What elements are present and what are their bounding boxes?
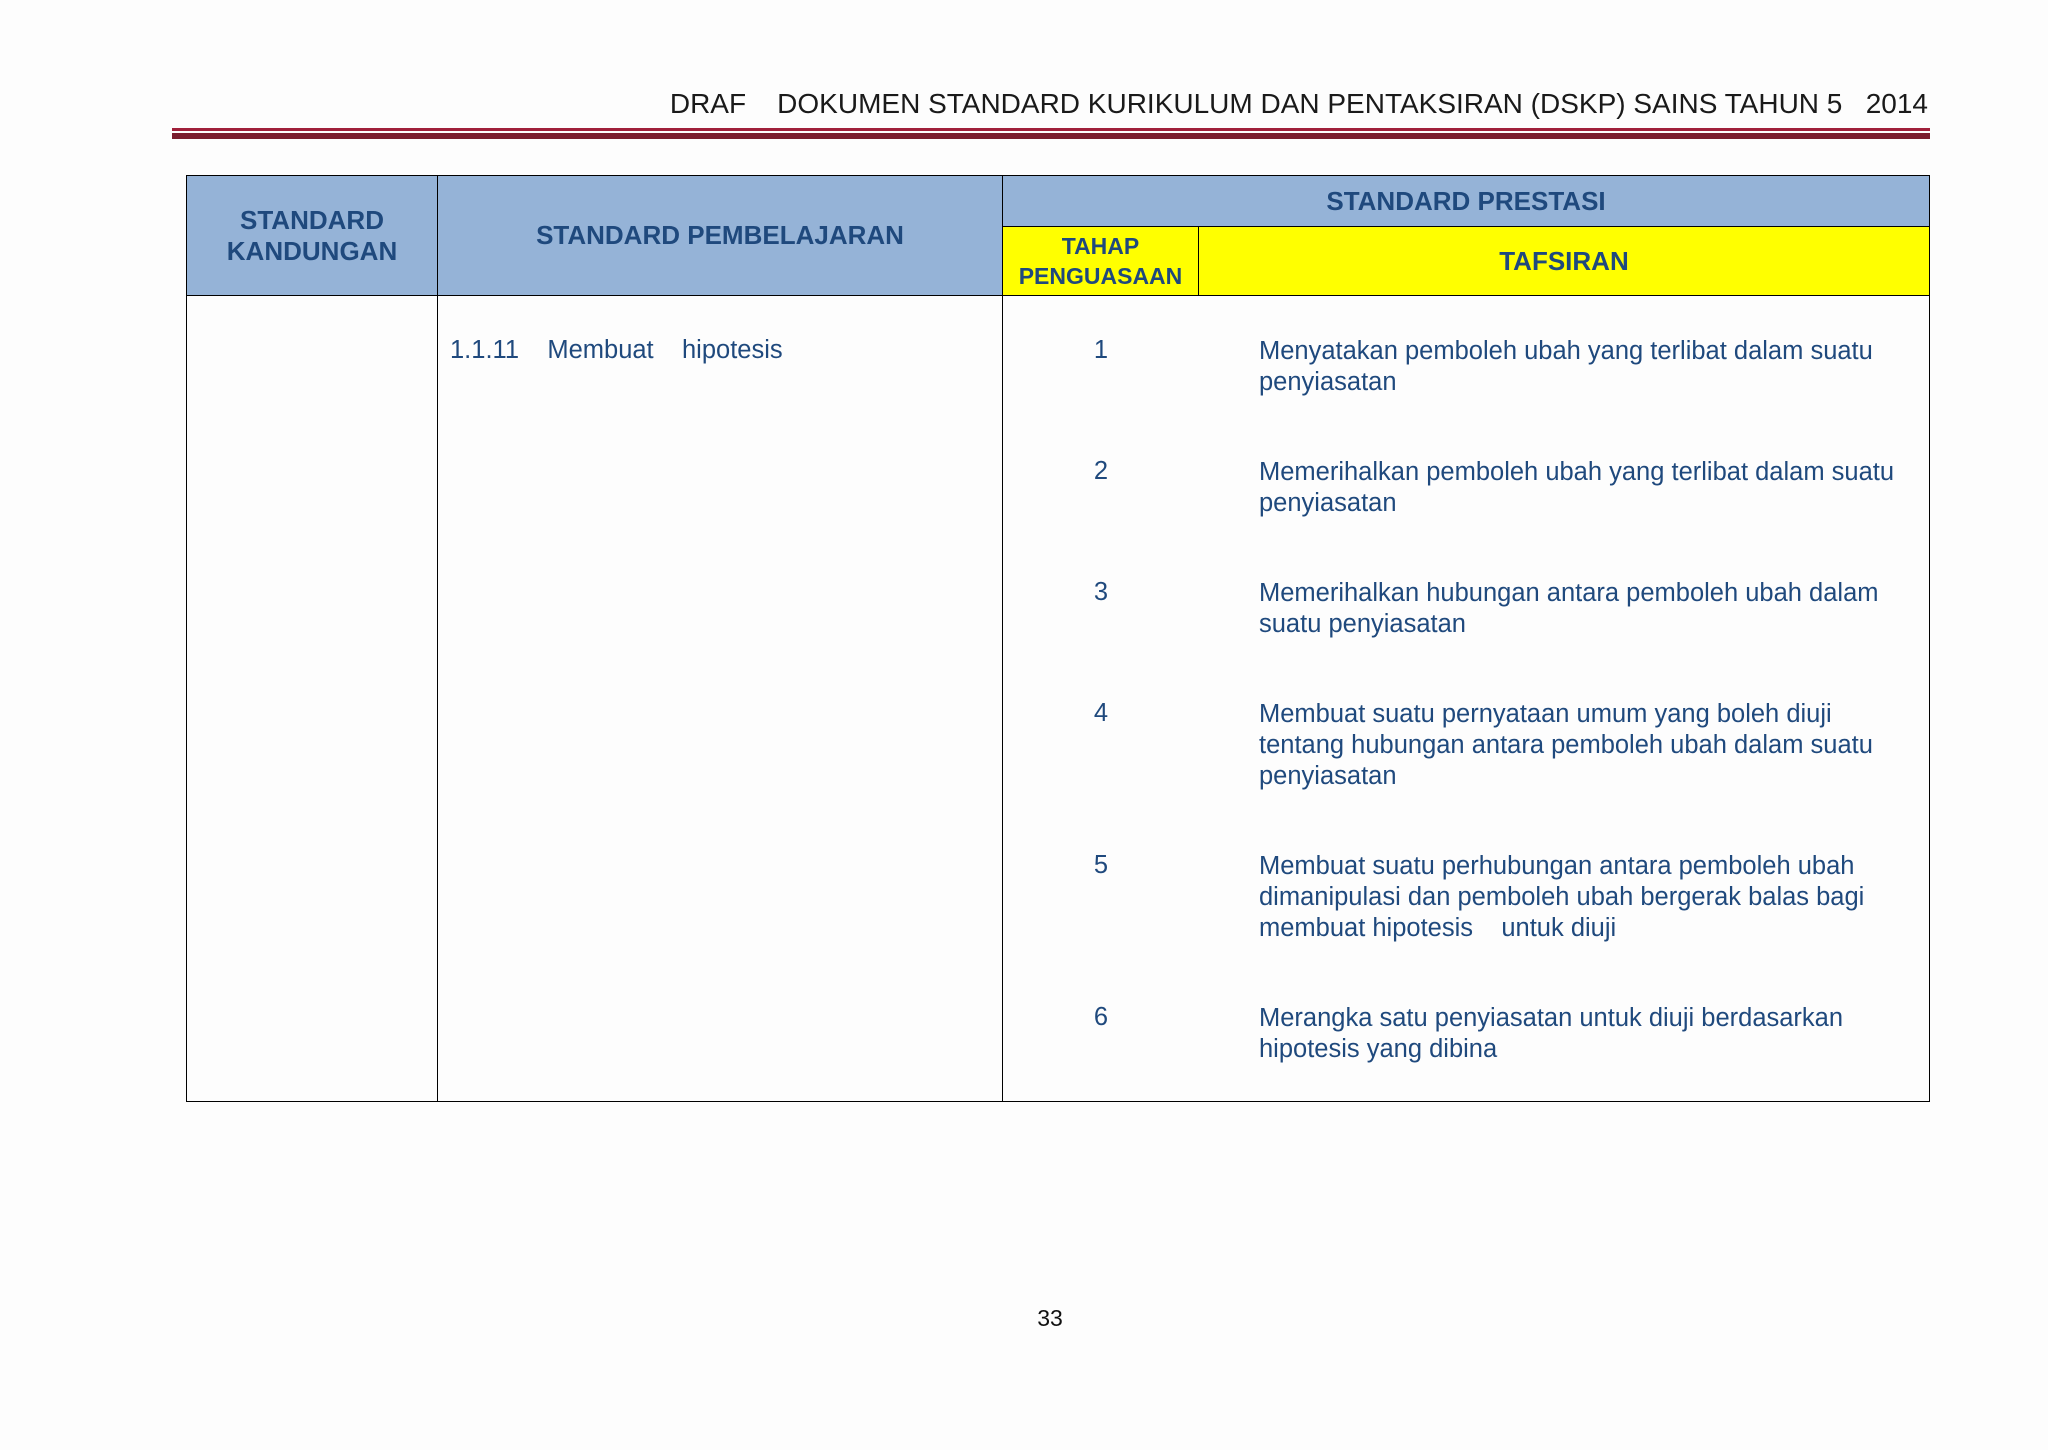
level-description: Membuat suatu perhubungan antara pemboleh ubah dimanipulasi dan pemboleh ubah bergerak balas bagi membuat hipotesis untuk diuji: [1259, 852, 1872, 942]
header-standard-pembelajaran: STANDARD PEMBELAJARAN: [438, 176, 1003, 296]
performance-level-row: [1003, 851, 1929, 944]
page-number: 33: [1037, 1305, 1063, 1331]
standards-table: [186, 175, 1930, 1102]
performance-level-row: [1003, 336, 1929, 398]
performance-levels: [1003, 336, 1929, 1065]
document-header-title: DRAF DOKUMEN STANDARD KURIKULUM DAN PENTAKSIRAN (DSKP) SAINS TAHUN 5 2014: [669, 88, 1928, 119]
header-standard-prestasi: STANDARD PRESTASI: [1003, 176, 1930, 227]
learning-standard-item: 1.1.11 Membuat hipotesis: [450, 336, 783, 364]
level-number: 2: [1093, 457, 1109, 485]
performance-level-row: [1003, 578, 1929, 640]
cell-standard-kandungan: [187, 296, 438, 1102]
level-description: Memerihalkan pemboleh ubah yang terlibat dalam suatu penyiasatan: [1259, 458, 1902, 517]
level-description: Membuat suatu pernyataan umum yang boleh diuji tentang hubungan antara pemboleh ubah dalam suatu penyiasatan: [1259, 700, 1880, 790]
level-number: 4: [1093, 699, 1109, 727]
performance-level-row: [1003, 1003, 1929, 1065]
header-rule-thick: [172, 133, 1930, 139]
level-number: 3: [1093, 578, 1109, 606]
header-tafsiran: TAFSIRAN: [1199, 227, 1930, 296]
level-description: Memerihalkan hubungan antara pemboleh ubah dalam suatu penyiasatan: [1259, 579, 1886, 638]
performance-level-row: [1003, 699, 1929, 792]
level-description: Menyatakan pemboleh ubah yang terlibat dalam suatu penyiasatan: [1259, 337, 1880, 396]
level-number: 5: [1093, 851, 1109, 879]
header-tahap-penguasaan: TAHAP PENGUASAAN: [1003, 227, 1199, 296]
header-rule-thin: [172, 128, 1930, 131]
level-description: Merangka satu penyiasatan untuk diuji berdasarkan hipotesis yang dibina: [1259, 1004, 1851, 1063]
cell-standard-pembelajaran: [438, 296, 1003, 1102]
performance-level-row: [1003, 457, 1929, 519]
level-number: 1: [1093, 336, 1109, 364]
header-standard-kandungan: STANDARD KANDUNGAN: [187, 176, 438, 296]
level-number: 6: [1093, 1003, 1109, 1031]
cell-standard-prestasi: [1003, 296, 1930, 1102]
